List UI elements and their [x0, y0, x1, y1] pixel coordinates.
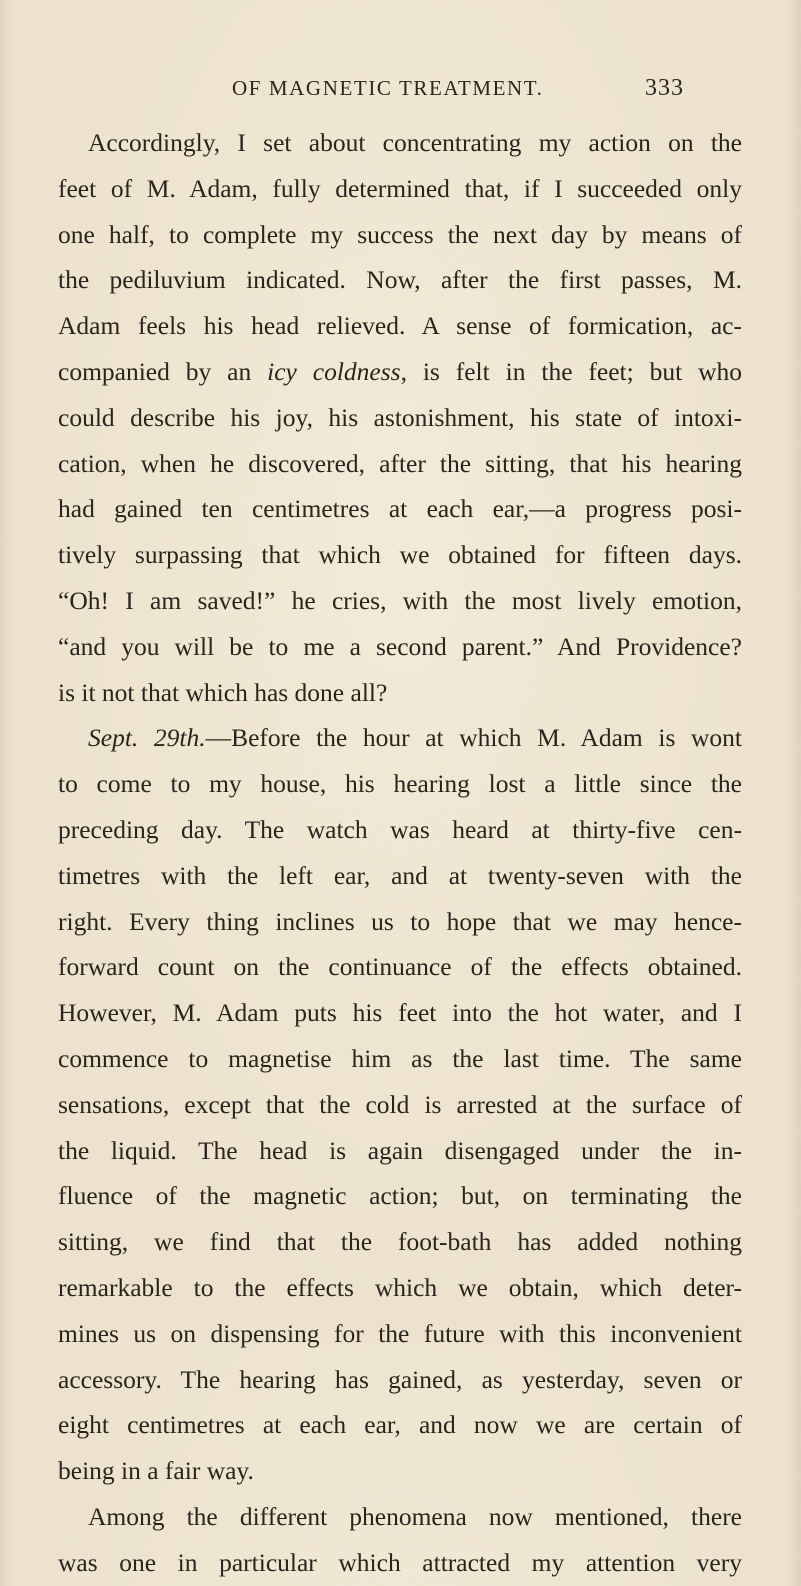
text-run: could describe his joy, his astonishment, his state of intoxi- — [58, 402, 742, 432]
text-line — [58, 1402, 742, 1448]
text-run: remarkable to the effects which we obtain, which deter- — [58, 1272, 742, 1302]
text-line — [58, 807, 742, 853]
running-title: OF MAGNETIC TREATMENT. — [232, 76, 544, 100]
text-line — [58, 1357, 742, 1403]
text-line — [58, 853, 742, 899]
text-line — [58, 532, 742, 578]
text-run: preceding day. The watch was heard at thirty-five cen- — [58, 814, 742, 844]
text-line — [58, 120, 742, 166]
running-head — [0, 76, 801, 106]
text-run: —Before the hour at which M. Adam is wont — [205, 723, 742, 753]
text-line — [58, 166, 742, 212]
text-run: forward count on the continuance of the effects obtained. — [58, 952, 742, 982]
text-run: mines us on dispensing for the future with this inconvenient — [58, 1318, 742, 1348]
text-line — [58, 441, 742, 487]
text-line — [58, 1036, 742, 1082]
text-run: the pediluvium indicated. Now, after the first passes, M. — [58, 265, 742, 295]
text-run: Among the different phenomena now mentioned, there — [88, 1501, 742, 1531]
text-run: fluence of the magnetic action; but, on terminating the — [58, 1181, 742, 1211]
text-line — [58, 899, 742, 945]
text-line — [58, 1219, 742, 1265]
body-text — [58, 120, 742, 1586]
text-line — [58, 578, 742, 624]
text-run: to come to my house, his hearing lost a little since the — [58, 769, 742, 799]
text-line — [58, 1311, 742, 1357]
italic-run: Sept. 29th. — [88, 723, 206, 753]
text-line — [58, 395, 742, 441]
text-line — [58, 1540, 742, 1586]
page-number: 333 — [645, 75, 684, 101]
text-line — [58, 303, 742, 349]
text-run: cation, when he discovered, after the sitting, that his hearing — [58, 448, 742, 478]
text-line — [58, 486, 742, 532]
text-run: sensations, except that the cold is arrested at the surface of — [58, 1089, 742, 1119]
text-run: sitting, we find that the foot-bath has added nothing — [58, 1227, 742, 1257]
text-run: commence to magnetise him as the last time. The same — [58, 1043, 742, 1073]
text-run: being in a fair way. — [58, 1456, 254, 1486]
text-run: had gained ten centimetres at each ear,—a progress posi- — [58, 494, 742, 524]
text-line — [58, 670, 742, 716]
text-run: was one in particular which attracted my attention very — [58, 1547, 742, 1577]
text-line — [58, 1448, 742, 1494]
text-run: eight centimetres at each ear, and now we are certain of — [58, 1410, 742, 1440]
text-run: Adam feels his head relieved. A sense of formication, ac- — [58, 311, 742, 341]
text-run: timetres with the left ear, and at twenty-seven with the — [58, 860, 742, 890]
text-run: However, M. Adam puts his feet into the hot water, and I — [58, 998, 742, 1028]
text-run: one half, to complete my success the next day by means of — [58, 219, 742, 249]
text-run: accessory. The hearing has gained, as yesterday, seven or — [58, 1364, 742, 1394]
text-run: companied by an — [58, 356, 268, 386]
text-line — [58, 1082, 742, 1128]
text-run: “and you will be to me a second parent.” And Providence? — [58, 631, 742, 661]
text-run: the liquid. The head is again disengaged under the in- — [58, 1135, 742, 1165]
text-line — [58, 349, 742, 395]
text-run: Accordingly, I set about concentrating my action on the — [88, 128, 742, 157]
text-run: “Oh! I am saved!” he cries, with the most lively emotion, — [58, 585, 742, 615]
text-line — [58, 1265, 742, 1311]
text-run: is it not that which has done all? — [58, 677, 388, 707]
text-run: , is felt in the feet; but who — [400, 356, 742, 386]
text-line — [58, 715, 742, 761]
text-line — [58, 944, 742, 990]
text-line — [58, 990, 742, 1036]
text-run: tively surpassing that which we obtained for fifteen days. — [58, 540, 742, 570]
text-line — [58, 1173, 742, 1219]
text-line — [58, 1128, 742, 1174]
text-run: feet of M. Adam, fully determined that, if I succeeded only — [58, 173, 742, 203]
text-line — [58, 1494, 742, 1540]
italic-run: icy coldness — [267, 356, 401, 386]
text-line — [58, 212, 742, 258]
text-line — [58, 761, 742, 807]
text-line — [58, 624, 742, 670]
text-line — [58, 257, 742, 303]
text-run: right. Every thing inclines us to hope that we may hence- — [58, 906, 742, 936]
